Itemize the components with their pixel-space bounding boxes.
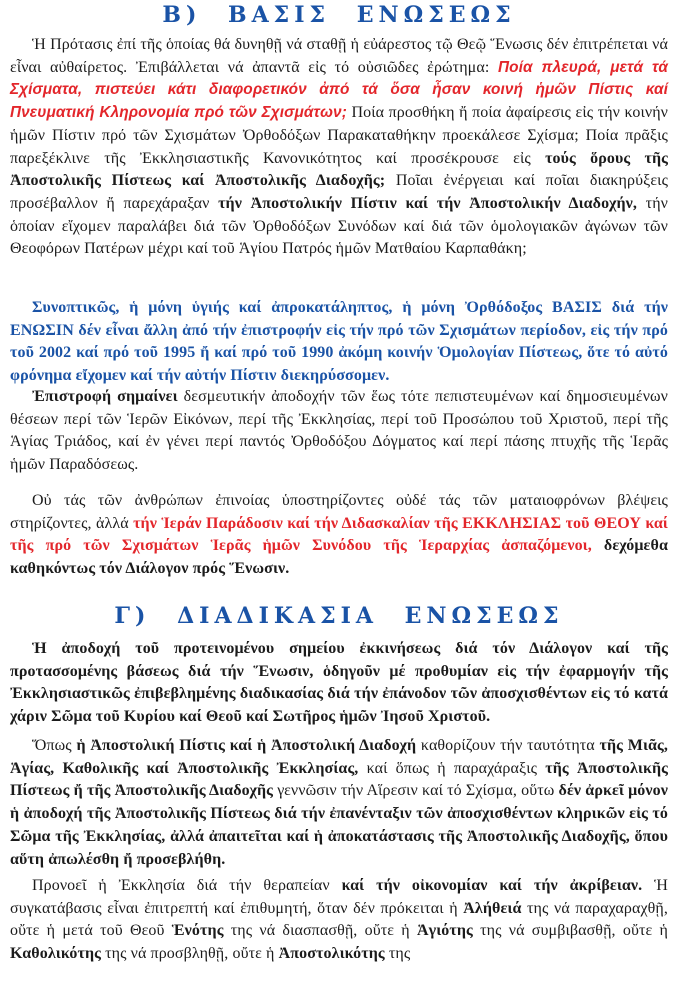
- emphasis-bold: τῆς Μιᾶς, Ἁγίας, Καθολικῆς καί Ἀποστολικῆς Ἐκκλησίας,: [10, 737, 668, 777]
- text-run: δεσμευτικήν ἀποδοχήν τῶν ἕως τότε πεπιστευμένων καί δημοσιευμένων θέσεων περί τῶν Ἱερῶν Εἰκόνων, περί τῆς Ἐκκλησίας, περί τοῦ Προσώπου τοῦ Χριστοῦ, περί τῆς Ἁγίας Τριάδος, καί ἐν γένει περί παντός Ὀρθοδόξου Δόγματος καί περί πάσης πτυχῆς τῆς Ἱερᾶς ἡμῶν Παραδόσεως.: [10, 388, 668, 474]
- emphasis-bold: τῆς Ἀποστολικῆς Πίστεως ἤ τῆς Ἀποστολικῆς Διαδοχῆς: [10, 759, 668, 800]
- text-run: της νά προσβληθῇ, οὔτε ἡ: [100, 945, 279, 963]
- text-run: της νά παραχαραχθῇ, οὔτε ἡ μετά τοῦ Θεοῦ: [10, 899, 668, 940]
- text-run: Ποία προσθήκη ἤ ποία ἀφαίρεσις εἰς τήν κοινήν ἡμῶν Πίστιν πρό τῶν Σχισμάτων Ὀρθοδόξων Παρακαταθήκην προεκάλεσε Σχίσμα; Ποία πρᾶξις παρεξέκλινε τῆς Ἐκκλησιαστικῆς Κανονικότητος καί προσέκρουσε εἰς: [10, 104, 668, 167]
- emphasis-bold: δεχόμεθα καθηκόντως τόν Διάλογον πρός Ἕνωσιν.: [10, 537, 668, 578]
- text-run: Οὐ τάς τῶν ἀνθρώπων ἐπινοίας ὑποστηρίζοντες οὐδέ τάς τῶν ματαιοφρόνων βλέψεις στηρίζοντες, ἀλλά: [10, 492, 668, 532]
- emphasis-bold: Ἀλήθειά: [463, 899, 522, 917]
- emphasis-bold: δέν ἀρκεῖ μόνον ἡ ἀποδοχή τῆς Ἀποστολικῆς Πίστεως διά τήν ἐπανένταξιν τῶν ἀποσχισθέντων κληρικῶν εἰς τό Σῶμα τῆς Ἐκκλησίας, ἀλλά ἀπαιτεῖται καί ἡ ἀποκατάστασις τῆς Ἀποστολικῆς Διαδοχῆς, ὅπου αὕτη ἀπωλέσθη ἤ προσεβλήθη.: [10, 782, 669, 868]
- paragraph-question: [10, 34, 668, 261]
- emphasis-red: τήν Ἱεράν Παράδοσιν καί τήν Διδασκαλίαν τῆς ΕΚΚΛΗΣΙΑΣ τοῦ ΘΕΟΥ καί τῆς πρό τῶν Σχισμάτων Ἱερᾶς ἡμῶν Συνόδου τῆς Ἱεραρχίας ἀσπαζόμενοι,: [10, 514, 668, 555]
- text-run: της νά διασπασθῇ, οὔτε ἡ: [223, 922, 417, 940]
- text-run: γεννῶσιν τήν Αἵρεσιν καί τό Σχίσμα, οὕτω: [273, 782, 559, 800]
- text-run: Ἡ συγκατάβασις εἶναι ἐπιτρεπτή καί ἐπιθυμητή, ὅταν δέν πρόκειται ἡ: [10, 877, 669, 917]
- text-run: Ποῖαι ἐνέργειαι καί ποῖαι διακηρύξεις προσέβαλλον ἤ παρεχάραξαν: [10, 172, 669, 212]
- emphasis-bold: Ἁγιότης: [416, 922, 473, 940]
- section-heading-b: Β) ΒΑΣΙΣ ΕΝΩΣΕΩΣ: [162, 2, 516, 28]
- text-run: καί ὅπως ἡ παραχάραξις: [358, 759, 546, 777]
- text-run: Ὅπως: [32, 737, 77, 754]
- paragraph-church-provides: [10, 875, 668, 966]
- emphasis-bold: Καθολικότης: [10, 945, 101, 963]
- paragraph-apostolic: [10, 735, 668, 871]
- emphasis-bold: Ἑνότης: [171, 922, 224, 940]
- text-run: Προνοεῖ ἡ Ἐκκλησία διά τήν θεραπείαν: [32, 877, 342, 894]
- emphasis-bold: Ἐπιστροφή σημαίνει: [32, 388, 178, 405]
- text-run: καθορίζουν τήν ταυτότητα: [416, 737, 600, 754]
- emphasis-bold: ἡ Ἀποστολική Πίστις καί ἡ Ἀποστολική Διαδοχή: [76, 737, 417, 754]
- emphasis-bold: Ἀποστολικότης: [278, 945, 385, 963]
- emphasis-bold: τούς ὅρους τῆς Ἀποστολικῆς Πίστεως καί Ἀποστολικῆς Διαδοχῆς;: [10, 149, 668, 190]
- emphasis-red-question: Ποία πλευρά, μετά τά Σχίσματα, πιστεύει κάτι διαφορετικόν ἀπό τά ὅσα ἦσαν κοινή ἡμῶν Πίστις καί Πνευματική Κληρονομία πρό τῶν Σχισμάτων;: [10, 58, 669, 122]
- text-run: τήν ὁποίαν εἴχομεν παραλάβει διά τῶν Ὀρθοδόξων Συνόδων καί διά τῶν ὁμολογιακῶν ἀγώνων τῶν Θεοφόρων Πατέρων μέχρι καί τοῦ Ἁγίου Πατρός ἡμῶν Ματθαίου Καρπαθάκη;: [10, 194, 668, 258]
- paragraph-dialogue: [10, 490, 668, 581]
- paragraph-summary-basis: Συνοπτικῶς, ἡ μόνη ὑγιής καί ἀπροκατάληπτος, ἡ μόνη Ὀρθόδοξος ΒΑΣΙΣ διά τήν ΕΝΩΣΙΝ δέν εἶναι ἄλλη ἀπό τήν ἐπιστροφήν εἰς τήν πρό τῶν Σχισμάτων περίοδον, εἰς τήν πρό τοῦ 2002 καί πρό τοῦ 1995 ἤ καί πρό τοῦ 1990 ἀκόμη κοινήν Ὁμολογίαν Πίστεως, ὅτε τό αὐτό φρόνημα εἴχομεν καί τήν αὐτήν Πίστιν διεκηρύσσομεν.: [10, 299, 668, 385]
- text-run: της νά συμβιβασθῇ, οὔτε ἡ: [472, 922, 669, 940]
- paragraph-acceptance: Ἡ ἀποδοχή τοῦ προτεινομένου σημείου ἐκκινήσεως διά τόν Διάλογον καί τῆς προτασσομένης βάσεως διά τήν Ἕνωσιν, ὁδηγοῦν μέ προθυμίαν εἰς τήν ἐφαρμογήν τῆς Ἐκκλησιαστικῶς ἐπιβεβλημένης διαδικασίας διά τήν ἐπάνοδον τῶν ἀποσχισθέντων εἰς τό κατά χάριν Σῶμα τοῦ Κυρίου καί Θεοῦ καί Σωτῆρος ἡμῶν Ἰησοῦ Χριστοῦ.: [10, 640, 668, 726]
- text-run: Ἡ Πρότασις ἐπί τῆς ὁποίας θά δυνηθῇ νά σταθῇ ἡ εὐάρεστος τῷ Θεῷ Ἕνωσις δέν ἐπιτρέπεται νά εἶναι αὐθαίρετος. Ἐπιβάλλεται νά ἀπαντᾶ εἰς τό οὐσιῶδες ἐρώτημα:: [10, 36, 668, 76]
- section-heading-c: Γ) ΔΙΑΔΙΚΑΣΙΑ ΕΝΩΣΕΩΣ: [114, 603, 564, 629]
- text-run: της: [384, 945, 411, 963]
- emphasis-bold: τήν Ἀποστολικήν Πίστιν καί τήν Ἀποστολικήν Διαδοχήν,: [218, 194, 638, 212]
- emphasis-bold: καί τήν οἰκονομίαν καί τήν ἀκρίβειαν.: [341, 877, 643, 894]
- paragraph-return-meaning: [10, 386, 668, 477]
